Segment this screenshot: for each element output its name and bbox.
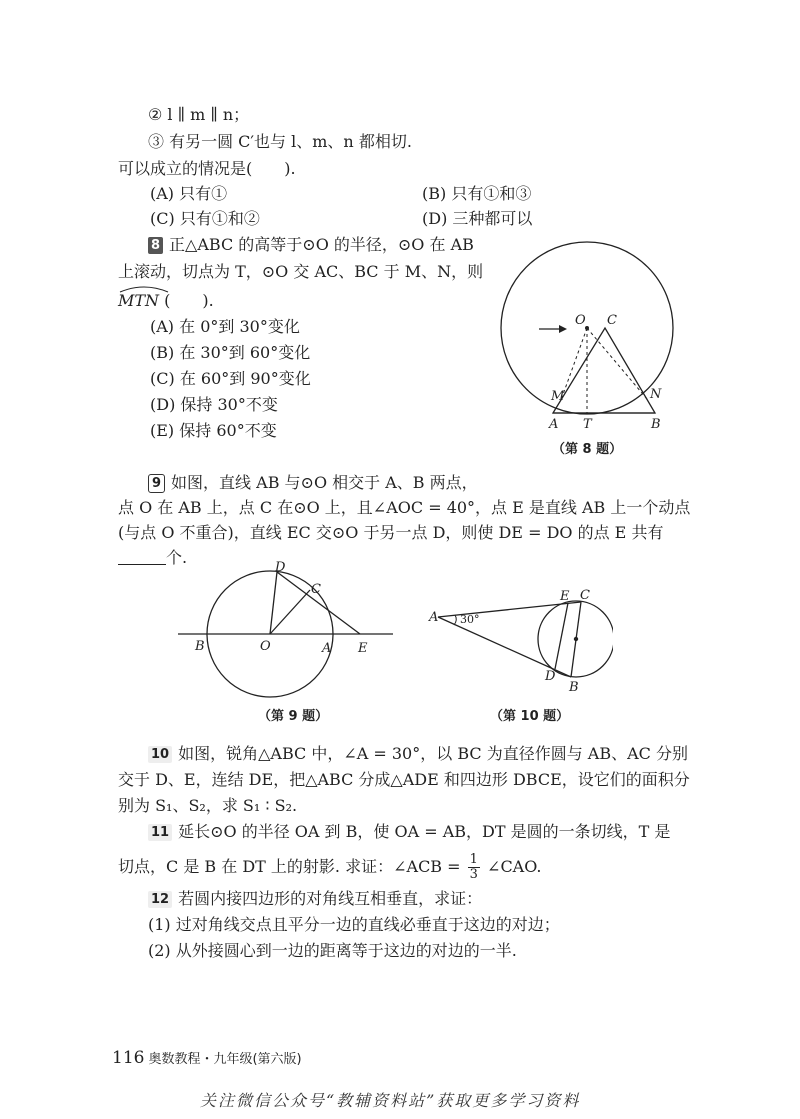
q9-segment-oc (270, 590, 310, 634)
q9-text-4: 个. (166, 548, 188, 567)
q7-option-a: (A) 只有① (150, 184, 228, 203)
q8-number-badge: 8 (148, 237, 163, 254)
q9-line-1 (148, 472, 478, 494)
q8-option-a: (A) 在 0°到 30°变化 (150, 317, 300, 336)
q10-center-point (574, 637, 578, 641)
watermark-text: 关注微信公众号“教辅资料站”获取更多学习资料 (200, 1091, 581, 1110)
q10-label-d: D (545, 669, 556, 684)
q11-fraction-numerator: 1 (469, 852, 478, 867)
q11-text-2a: 切点，C 是 B 在 DT 上的射影. 求证：∠ACB = (118, 857, 461, 876)
q8-label-m: M (551, 389, 565, 404)
q12-part-2: (2) 从外接圆心到一边的距离等于这边的对边的一半. (148, 941, 517, 960)
q8-arc-text: MTN (118, 291, 160, 310)
book-title: 奥数教程・九年级(第六版) (148, 1052, 302, 1067)
q9-line-3: (与点 O 不重合)，直线 EC 交⊙O 于另一点 D，则使 DE = DO 的点 E 共有 (118, 523, 664, 542)
q10-label-b: B (569, 680, 579, 695)
q9-label-e: E (358, 641, 368, 656)
q8-label-t: T (583, 417, 592, 432)
q8-label-n: N (650, 387, 662, 402)
arc-symbol-icon (118, 285, 170, 293)
q8-option-c: (C) 在 60°到 90°变化 (150, 369, 311, 388)
q7-option-d: (D) 三种都可以 (422, 209, 533, 228)
q10-caption: （第 10 题） (490, 709, 570, 724)
q12-number-badge: 12 (148, 891, 172, 908)
q11-text-1: 延长⊙O 的半径 OA 到 B，使 OA = AB，DT 是圆的一条切线，T 是 (178, 822, 671, 841)
q8-text-1: 正△ABC 的高等于⊙O 的半径，⊙O 在 AB (169, 235, 474, 254)
q10-label-a: A (429, 610, 439, 625)
q8-label-c: C (607, 313, 617, 328)
q11-line-1 (148, 821, 670, 843)
q10-label-angle: 30° (460, 613, 480, 626)
q11-fraction (468, 853, 480, 882)
q8-label-o: O (575, 313, 586, 328)
page-number: 116 (112, 1048, 145, 1068)
q8-label-a: A (549, 417, 559, 432)
q11-fraction-denominator: 3 (469, 867, 478, 882)
q10-line-3: 别为 S₁、S₂，求 S₁ ∶ S₂. (118, 796, 298, 815)
q10-label-c: C (580, 588, 590, 603)
q8-option-b: (B) 在 30°到 60°变化 (150, 343, 311, 362)
page-footer (112, 1048, 302, 1068)
q9-caption: （第 9 题） (258, 709, 329, 724)
q10-line-2: 交于 D、E，连结 DE，把△ABC 分成△ADE 和四边形 DBCE，设它们的面积分 (118, 770, 690, 789)
figure-q9 (175, 560, 400, 700)
q9-number-badge: 9 (148, 474, 165, 493)
q11-text-2b: ∠CAO. (487, 857, 542, 876)
q8-option-d: (D) 保持 30°不变 (150, 395, 278, 414)
q9-label-b: B (195, 639, 205, 654)
q8-label-b: B (651, 417, 661, 432)
q9-label-o: O (260, 639, 271, 654)
q7-condition-3: ③ 有另一圆 C′也与 l、m、n 都相切. (148, 132, 412, 151)
q8-caption: （第 8 题） (552, 442, 623, 457)
q10-label-e: E (560, 589, 570, 604)
q9-label-a: A (322, 641, 332, 656)
q10-side-ab (438, 617, 571, 677)
figure-q8 (495, 232, 685, 432)
q10-line-1 (148, 743, 688, 765)
q9-text-1: 如图，直线 AB 与⊙O 相交于 A、B 两点， (171, 473, 478, 492)
q7-option-c: (C) 只有①和② (150, 209, 260, 228)
q10-segment-de (555, 603, 568, 669)
q11-line-2 (118, 852, 542, 882)
q8-radius-on (587, 328, 647, 399)
q12-line-1 (148, 888, 482, 910)
q9-answer-blank (118, 550, 166, 565)
q8-triangle (553, 328, 655, 413)
q10-angle-arc (454, 615, 456, 625)
q8-arc-mtn (118, 290, 159, 312)
q10-number-badge: 10 (148, 746, 172, 763)
q9-label-d: D (275, 560, 286, 575)
q9-label-c: C (311, 582, 321, 597)
q11-number-badge: 11 (148, 824, 172, 841)
q8-option-e: (E) 保持 60°不变 (150, 421, 277, 440)
q10-text-1: 如图，锐角△ABC 中，∠A = 30°，以 BC 为直径作圆与 AB、AC 分别 (178, 744, 688, 763)
q12-part-1: (1) 过对角线交点且平分一边的直线必垂直于这边的对边； (148, 915, 560, 934)
q9-line-2: 点 O 在 AB 上，点 C 在⊙O 上，且∠AOC = 40°，点 E 是直线 AB 上一个动点 (118, 498, 691, 517)
q7-condition-2: ② l ∥ m ∥ n； (148, 105, 250, 124)
q8-line-2: 上滚动，切点为 T，⊙O 交 AC、BC 于 M、N，则 (118, 262, 484, 281)
q9-segment-od (270, 572, 277, 634)
q8-line-1 (148, 234, 474, 256)
arrow-right-icon (559, 325, 567, 333)
q8-text-3: ( ). (164, 291, 214, 310)
q7-stem: 可以成立的情况是( ). (118, 159, 296, 178)
q8-line-3 (118, 290, 214, 312)
q7-option-b: (B) 只有①和③ (422, 184, 532, 203)
figure-q10 (428, 585, 613, 695)
q12-text-1: 若圆内接四边形的对角线互相垂直，求证： (178, 889, 483, 908)
